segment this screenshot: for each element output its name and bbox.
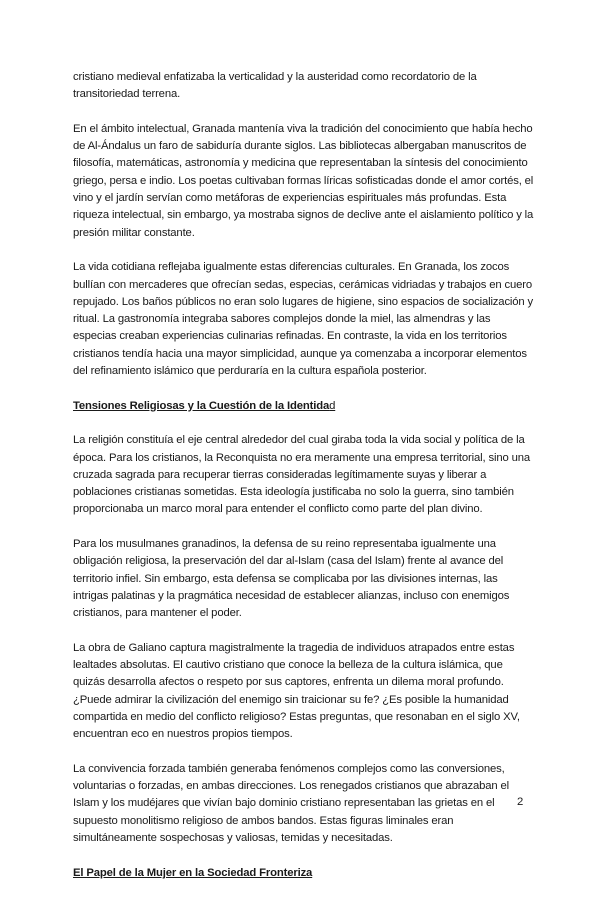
section-heading-religious-tensions	[73, 398, 535, 415]
text-column	[73, 69, 535, 899]
paragraph-intellectual: En el ámbito intelectual, Granada mantenía viva la tradición del conocimiento que había hecho de Al-Ándalus un faro de sabiduría durante siglos. Las bibliotecas albergaban manuscritos de filosofía, matemáticas, astronomía y medicina que representaban la síntesis del conocimiento griego, persa e indio. Los poetas cultivaban formas líricas sofisticadas donde el amor cortés, el vino y el jardín servían como metáforas de experiencias espirituales más profundas. Esta riqueza intelectual, sin embargo, ya mostraba signos de declive ante el aislamiento político y la presión militar constante.	[73, 122, 534, 239]
page-number: 2	[517, 796, 524, 808]
paragraph-coexistence: La convivencia forzada también generaba fenómenos complejos como las conversiones, voluntarias o forzadas, en ambas direcciones. Los renegados cristianos que abrazaban el Islam y los mudéjares que vivían bajo dominio cristiano representaban las grietas en el supuesto monolitismo religioso de ambos bandos. Estas figuras liminales eran simultáneamente sospechosas y valiosas, temidas y necesitadas.	[73, 762, 509, 845]
paragraph-daily-life: La vida cotidiana reflejaba igualmente estas diferencias culturales. En Granada, los zocos bullían con mercaderes que ofrecían sedas, especias, cerámicas vidriadas y trabajos en cuero repujado. Los baños públicos no eran solo lugares de higiene, sino espacios de socialización y ritual. La gastronomía integraba sabores complejos donde la miel, las almendras y las especias creaban experiencias culinarias refinadas. En contraste, la vida en los territorios cristianos tendía hacia una mayor simplicidad, aunque ya comenzaba a incorporar elementos del refinamiento islámico que perduraría en la cultura española posterior.	[73, 261, 534, 378]
heading-tail: d	[329, 399, 336, 412]
paragraph-religion: La religión constituía el eje central alrededor del cual giraba toda la vida social y política de la época. Para los cristianos, la Reconquista no era meramente una empresa territorial, sino una cruzada sagrada para recuperar tierras consideradas legítimamente suyas y liberar a poblaciones cristianas sometidas. Esta ideología justificaba no solo la guerra, sino también proporcionaba un marco moral para entender el conflicto como parte del plan divino.	[73, 434, 531, 516]
heading-text: El Papel de la Mujer en la Sociedad Fronteriza	[73, 866, 313, 879]
paragraph-muslims: Para los musulmanes granadinos, la defensa de su reino representaba igualmente una obligación religiosa, la preservación del dar al-Islam (casa del Islam) frente al avance del territorio infiel. Sin embargo, esta defensa se complicaba por las divisiones internas, las intrigas palatinas y la pragmática necesidad de establecer alianzas, incluso con enemigos cristianos, para mantener el poder.	[73, 538, 510, 620]
paragraph-galiano: La obra de Galiano captura magistralmente la tragedia de individuos atrapados entre estas lealtades absolutas. El cautivo cristiano que conoce la belleza de la cultura islámica, que quizás desarrolla afectos o respeto por sus captores, enfrenta un dilema moral profundo. ¿Puede admirar la civilización del enemigo sin traicionar su fe? ¿Es posible la humanidad compartida en medio del conflicto religioso? Estas preguntas, que resonaban en el siglo XV, encuentran eco en nuestros propios tiempos.	[73, 641, 520, 741]
paragraph-intro-continuation: cristiano medieval enfatizaba la verticalidad y la austeridad como recordatorio de la transitoriedad terrena.	[73, 71, 477, 101]
heading-text: Tensiones Religiosas y la Cuestión de la Identida	[73, 399, 330, 412]
section-heading-women	[73, 865, 535, 882]
